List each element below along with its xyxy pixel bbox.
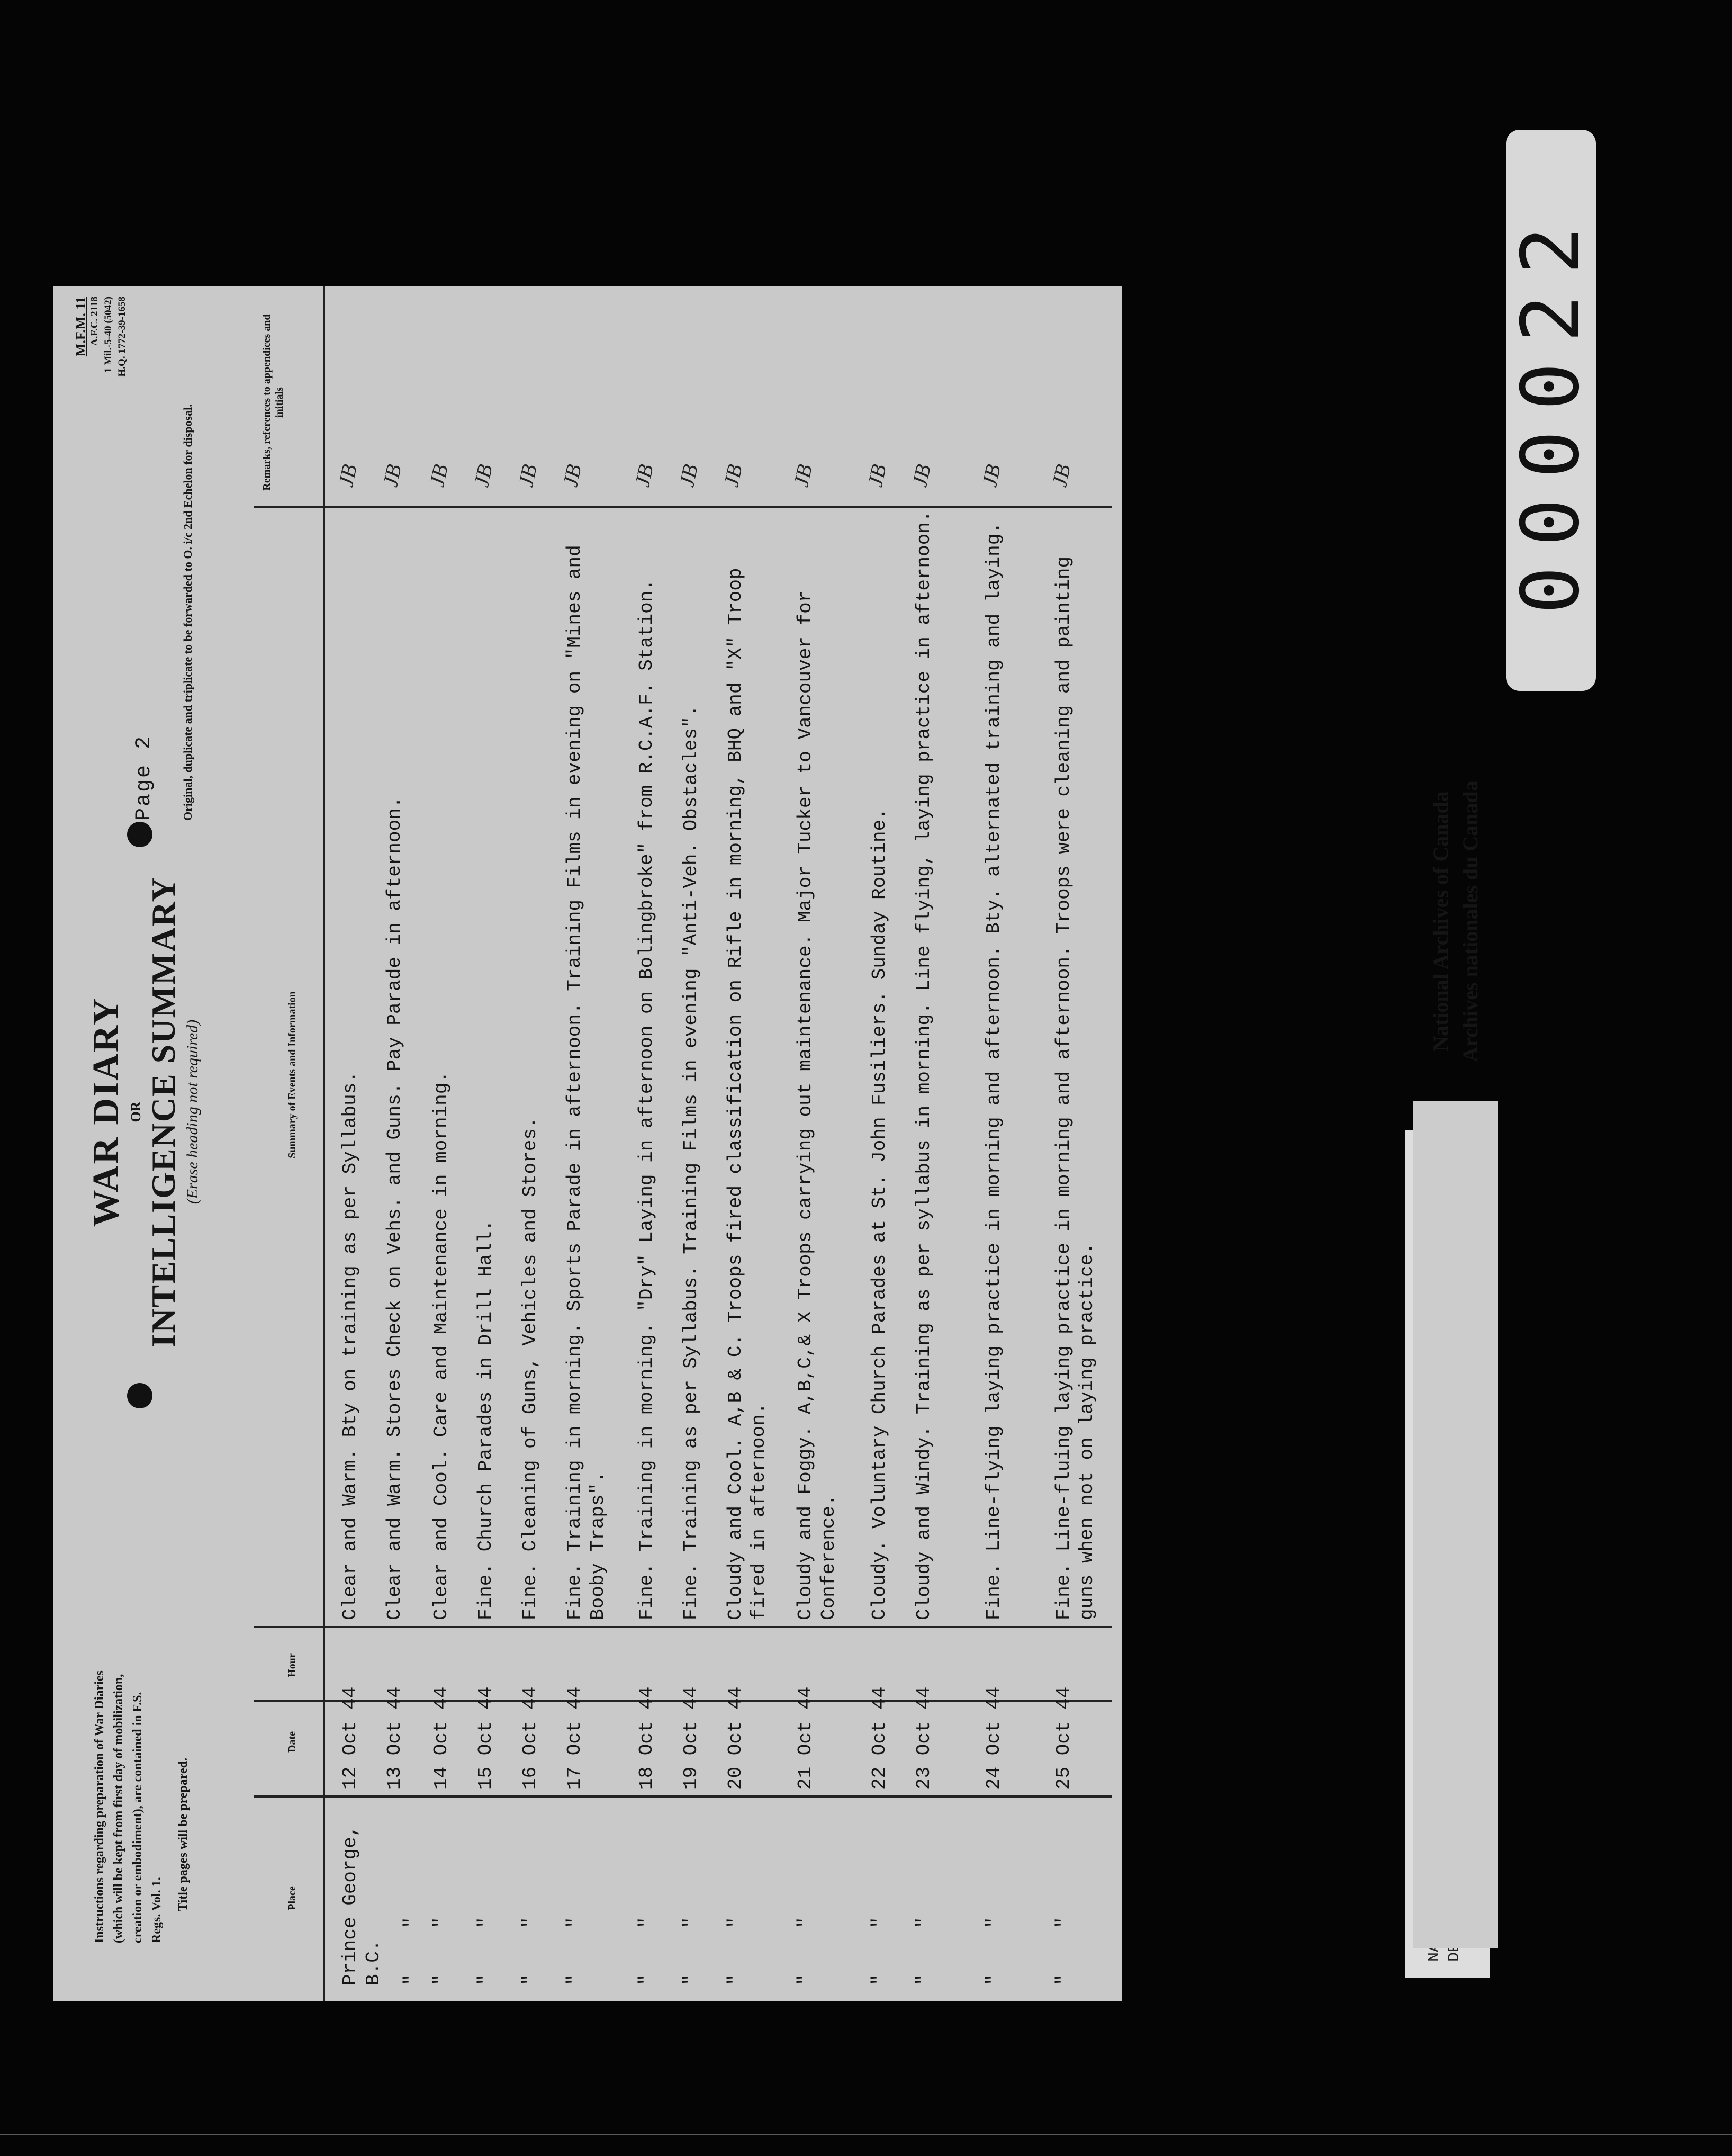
archives-name-fr: Archives nationales du Canada (1458, 780, 1482, 1062)
entry-initials: JB (719, 462, 747, 489)
entry-initials: JB (558, 462, 586, 489)
header-remarks: Remarks, references to appendices and initials (261, 314, 285, 491)
form-code-line: A.F.C. 2118 (89, 297, 100, 346)
entry-summary: Cloudy and Windy. Training as per syllabus in morning. Line flying, laying practice in afternoon. (913, 510, 935, 1620)
entry-date: 22 Oct 44 (869, 1686, 890, 1790)
entry-date: 21 Oct 44 (795, 1686, 816, 1790)
entry-date: 14 Oct 44 (430, 1686, 452, 1790)
entry-initials: JB (789, 462, 817, 489)
forwarding-note: Original, duplicate and triplicate to be forwarded to O. i/c 2nd Echelon for disposal. (181, 404, 194, 821)
form-code-block (74, 297, 129, 614)
header-place: Place (286, 1886, 298, 1910)
header-hour: Hour (286, 1653, 298, 1677)
page-number: Page 2 (132, 734, 156, 821)
entry-place: " " (430, 1917, 452, 1986)
entry-place: " " (983, 1917, 1005, 1986)
entry-date: 20 Oct 44 (725, 1686, 746, 1790)
entry-place: " " (636, 1917, 657, 1986)
entry-date: 24 Oct 44 (983, 1686, 1005, 1790)
entry-summary: Clear and Warm. Bty on training as per Syllabus. (339, 1071, 361, 1620)
entry-initials: JB (907, 462, 935, 489)
entry-initials: JB (977, 462, 1005, 489)
entry-place: " " (519, 1917, 541, 1986)
divider-hour (254, 1626, 1112, 1628)
title-pages-note: Title pages will be prepared. (176, 1757, 190, 1911)
national-archives-card (1413, 780, 1498, 1948)
entry-place: Prince George, B.C. (339, 1825, 384, 1986)
entry-initials: JB (333, 462, 362, 489)
entry-summary: Clear and Warm. Stores Check on Vehs. and Guns. Pay Parade in afternoon. (384, 796, 405, 1620)
entry-initials: JB (513, 462, 542, 489)
entry-summary: Fine. Cleaning of Guns, Vehicles and Stores. (519, 1117, 541, 1620)
entry-place: " " (913, 1917, 935, 1986)
entry-date: 15 Oct 44 (475, 1686, 497, 1790)
erase-heading-note: (Erase heading not required) (184, 1019, 201, 1205)
divider-place (254, 1795, 1112, 1798)
entry-place: " " (564, 1917, 585, 1986)
entry-date: 13 Oct 44 (384, 1686, 405, 1790)
entry-initials: JB (1047, 462, 1075, 489)
form-code-line: 1 Mil.-5-40 (5042) (103, 297, 114, 373)
instructions-block (90, 1668, 193, 1943)
entry-summary: Fine. Line-fluing laying practice in morning and afternoon. Troops were cleaning and painting guns when not on laying practice. (1053, 556, 1098, 1620)
entry-summary: Fine. Training in morning. Sports Parade in afternoon. Training Films in evening on "Mines and Booby Traps". (564, 545, 609, 1620)
entry-summary: Cloudy and Foggy. A,B,C,& X Troops carrying out maintenance. Major Tucker to Vancouver for Conference. (795, 590, 840, 1620)
column-headers (254, 286, 325, 2001)
form-code-title: M.F.M. 11 (73, 297, 88, 357)
entry-summary: Fine. Training in morning. "Dry" Laying in afternoon on Bolingbroke" from R.C.A.F. Station. (636, 579, 657, 1620)
entry-summary: Cloudy. Voluntary Church Parades at St. John Fusiliers. Sunday Routine. (869, 808, 890, 1620)
header-summary: Summary of Events and Information (286, 991, 298, 1158)
entry-summary: Fine. Line-flying laying practice in morning and afternoon. Bty. alternated training and laying. (983, 522, 1005, 1620)
entry-date: 19 Oct 44 (680, 1686, 702, 1790)
entry-initials: JB (630, 462, 658, 489)
instructions-text: Instructions regarding preparation of War Diaries (which will be kept from first day of mobilization, creation or embodiment), are contained in F.S. Regs. Vol. 1. (93, 1670, 164, 1943)
entry-place: " " (475, 1917, 497, 1986)
title-war-diary: WAR DIARY (86, 996, 127, 1227)
entry-summary: Clear and Cool. Care and Maintenance in morning. (430, 1071, 452, 1620)
entry-initials: JB (469, 462, 497, 489)
entry-date: 18 Oct 44 (636, 1686, 657, 1790)
diary-heading (85, 842, 202, 1382)
entry-summary: Fine. Church Parades in Drill Hall. (475, 1219, 497, 1620)
entry-date: 23 Oct 44 (913, 1686, 935, 1790)
punch-hole-left (127, 1383, 152, 1408)
entry-place: " " (869, 1917, 890, 1986)
entry-date: 17 Oct 44 (564, 1686, 585, 1790)
entry-initials: JB (425, 462, 453, 489)
entry-date: 12 Oct 44 (339, 1686, 361, 1790)
title-or: OR (128, 1101, 143, 1122)
national-archives-text (1413, 498, 1498, 1345)
entry-place: " " (1053, 1917, 1075, 1986)
entry-initials: JB (863, 462, 891, 489)
form-code-line: H.Q. 1772-39-1658 (116, 297, 128, 377)
entry-summary: Fine. Training as per Syllabus. Training Films in evening "Anti-Veh. Obstacles". (680, 705, 702, 1620)
entry-date: 25 Oct 44 (1053, 1686, 1075, 1790)
entry-summary: Cloudy and Cool. A,B & C. Troops fired classification on Rifle in morning, BHQ and "X" Troop fired in afternoon. (725, 568, 770, 1620)
title-intelligence-summary: INTELLIGENCE SUMMARY (145, 876, 182, 1348)
entry-place: " " (795, 1917, 816, 1986)
entry-place: " " (401, 1917, 422, 1986)
entry-date: 16 Oct 44 (519, 1686, 541, 1790)
entry-place: " " (725, 1917, 746, 1986)
film-edge-line (0, 2134, 1732, 2135)
archives-name-en: National Archives of Canada (1429, 791, 1453, 1052)
frame-number-block (1506, 130, 1596, 691)
entry-initials: JB (378, 462, 406, 489)
entry-place: " " (680, 1917, 702, 1986)
frame-number: 000022 (1505, 206, 1597, 614)
header-date: Date (286, 1731, 298, 1753)
entry-initials: JB (674, 462, 702, 489)
war-diary-sheet (53, 286, 1122, 2001)
